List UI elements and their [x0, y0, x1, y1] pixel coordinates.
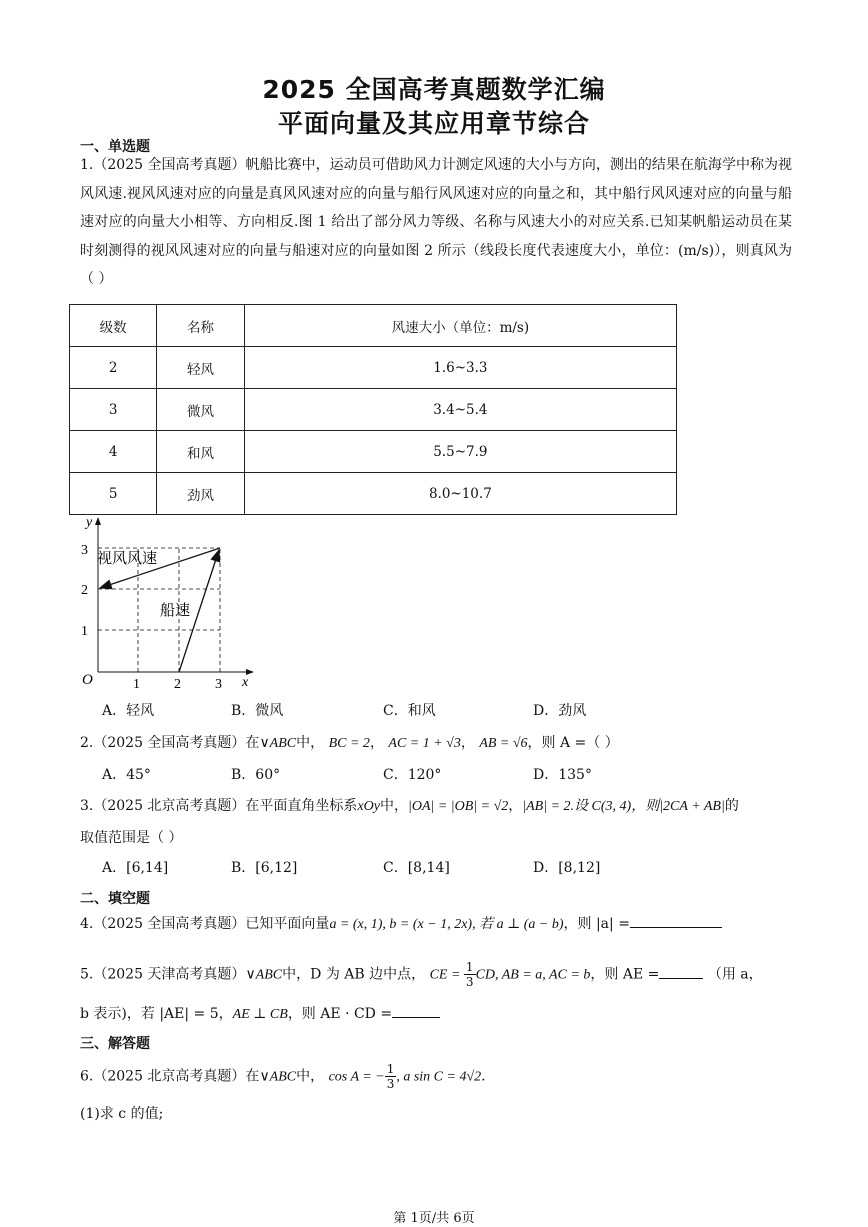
y-axis-label: y [86, 515, 93, 530]
table-row [70, 389, 677, 431]
table-cell: 5 [70, 473, 157, 515]
q2-line: 2.（2025 全国高考真题）在∨ABC中， BC = 2， AC = 1 + √3， AB = √6，则 A =（ ） [80, 735, 619, 751]
table-cell: 和风 [157, 431, 244, 473]
q3-option-b: B．[6,12] [231, 860, 298, 876]
q4-condition: , 若 a ⊥ (a − b) [472, 917, 564, 932]
table-cell: 轻风 [157, 347, 244, 389]
q3-prefix: 3.（2025 北京高考真题）在平面直角坐标系 [80, 798, 358, 814]
q2-option-d: D．135° [533, 767, 592, 783]
q2-ask: ，则 A =（ ） [527, 735, 619, 751]
table-cell: 3 [70, 389, 157, 431]
q6-fraction: $\frac{1}{3}$ [386, 1062, 395, 1091]
q5-triangle: ∨ABC [245, 967, 283, 983]
q2-cond1: BC = 2 [328, 736, 370, 751]
q5-line2-a: b 表示)，若 |AE| = 5， [80, 1006, 233, 1022]
y-tick-label: 1 [81, 624, 88, 639]
q2-prefix: 2.（2025 全国高考真题）在 [80, 735, 260, 751]
q5-answer-blank-2[interactable] [392, 1017, 440, 1018]
table-cell: 8.0~10.7 [244, 473, 676, 515]
q3-expression: |2CA + AB| [659, 799, 725, 814]
q4-vectors: a = (x, 1), b = (x − 1, 2x) [329, 917, 473, 932]
q1-option-b: B．微风 [231, 703, 284, 719]
q6-prefix: 6.（2025 北京高考真题）在 [80, 1068, 260, 1085]
x-tick-label: 3 [215, 677, 222, 692]
q6-cond2: , a sin C = 4√2 [396, 1069, 482, 1085]
vector-figure [70, 512, 260, 692]
table-cell: 2 [70, 347, 157, 389]
q5-hint: （用 a， [707, 966, 763, 983]
q3-suffix: 的 [724, 798, 739, 814]
q2-cond2: AC = 1 + √3 [388, 736, 461, 751]
q6-triangle: ∨ABC [259, 1069, 297, 1085]
q3-line2: 取值范围是（ ） [80, 830, 183, 846]
q3-cond3: .设 C(3, 4)，则 [570, 799, 660, 814]
q5-line2-b: AE ⊥ CB [232, 1007, 288, 1022]
q6-subquestion-1: (1)求 c 的值; [80, 1106, 164, 1122]
y-tick-label: 3 [81, 543, 88, 558]
q2-option-c: C．120° [383, 767, 442, 783]
x-tick-label: 2 [174, 677, 181, 692]
table-cell: 1.6~3.3 [244, 347, 676, 389]
q1-option-a: A．轻风 [102, 703, 155, 719]
q2-cond3: AB = √6 [479, 736, 528, 751]
table-cell: 3.4~5.4 [244, 389, 676, 431]
q6-end: . [481, 1068, 486, 1085]
q5-condition: CE = [429, 967, 464, 983]
x-tick-label: 1 [133, 677, 140, 692]
q3-coord-system: xOy [357, 799, 380, 814]
q6-mid: 中， [296, 1068, 325, 1085]
table-cell: 5.5~7.9 [244, 431, 676, 473]
header-name: 名称 [157, 305, 244, 347]
q1-option-c: C．和风 [383, 703, 436, 719]
q4-line [80, 913, 722, 933]
q5-answer-blank-1[interactable] [659, 978, 703, 979]
q5-ask: ，则 AE = [590, 966, 660, 983]
q2-triangle: ∨ABC [259, 736, 297, 751]
q6-line [80, 1062, 486, 1091]
boat-speed-label: 船速 [160, 601, 191, 619]
q5-fraction: $\frac{1}{3}$ [465, 960, 474, 989]
q1-text: 1.（2025 全国高考真题）帆船比赛中，运动员可借助风力计测定风速的大小与方向，测出的结果在航海学中称为视风风速.视风风速对应的向量是真风风速对应的向量与船行风风速对应的向量之和，其中船行风风速对应的向量与船速对应的向量大小相等、方向相反.图 1 给出了部分风力等级、名称与风速大小的对应关系.已知某帆船运动员在某时刻测得的视风风速对应的向量与船速对应的向量如图 2 所示（线段长度代表速度大小，单位：(m/s)），则真风为（ ） [80, 157, 792, 287]
table-row [70, 431, 677, 473]
y-tick-label: 2 [81, 583, 88, 598]
q1-option-d: D．劲风 [533, 703, 587, 719]
q4-answer-blank[interactable] [630, 927, 722, 928]
q6-cond1: cos A = − [328, 1069, 385, 1085]
title-line1: 2025 全国高考真题数学汇编 [262, 75, 606, 104]
q3-option-a: A．[6,14] [102, 860, 169, 876]
table-cell: 微风 [157, 389, 244, 431]
q5-line2 [80, 1003, 440, 1023]
q3-cond1: |OA| = |OB| = √2 [407, 799, 509, 814]
q4-prefix: 4.（2025 全国高考真题）已知平面向量 [80, 916, 330, 932]
q5-condition2: CD, AB = a, AC = b [475, 967, 591, 983]
table-cell: 4 [70, 431, 157, 473]
q5-prefix: 5.（2025 天津高考真题） [80, 966, 246, 983]
table-row [70, 473, 677, 515]
wind-table [69, 304, 677, 515]
q3-option-c: C．[8,14] [383, 860, 450, 876]
table-header-row [70, 305, 677, 347]
section-fill-blank: 二、填空题 [80, 891, 150, 907]
page-footer: 第 1页/共 6页 [393, 1211, 475, 1226]
section-single-choice: 一、单选题 [80, 139, 150, 155]
q3-option-d: D．[8,12] [533, 860, 601, 876]
q4-ask: ，则 |a| = [563, 916, 630, 932]
q2-option-b: B．60° [231, 767, 281, 783]
q5-mid: 中，D 为 AB 边中点， [282, 966, 426, 983]
title-line2: 平面向量及其应用章节综合 [277, 109, 590, 138]
q2-mid: 中， [296, 735, 325, 751]
q3-cond2: |AB| = 2 [522, 799, 571, 814]
q5-line2-c: ，则 AE · CD = [287, 1006, 393, 1022]
header-level: 级数 [70, 305, 157, 347]
q3-line1: 3.（2025 北京高考真题）在平面直角坐标系xOy中，|OA| = |OB| = √2，|AB| = 2.设 C(3, 4)，则|2CA + AB|的 [80, 798, 739, 814]
section-solution: 三、解答题 [80, 1036, 150, 1052]
x-axis-label: x [242, 675, 249, 690]
apparent-wind-label: 视风风速 [97, 549, 158, 567]
table-row [70, 347, 677, 389]
q3-mid: 中， [379, 798, 408, 814]
table-cell: 劲风 [157, 473, 244, 515]
header-speed: 风速大小（单位：m/s) [244, 305, 676, 347]
q5-line1 [80, 960, 763, 989]
origin-label: O [82, 672, 93, 688]
q2-option-a: A．45° [102, 767, 151, 783]
